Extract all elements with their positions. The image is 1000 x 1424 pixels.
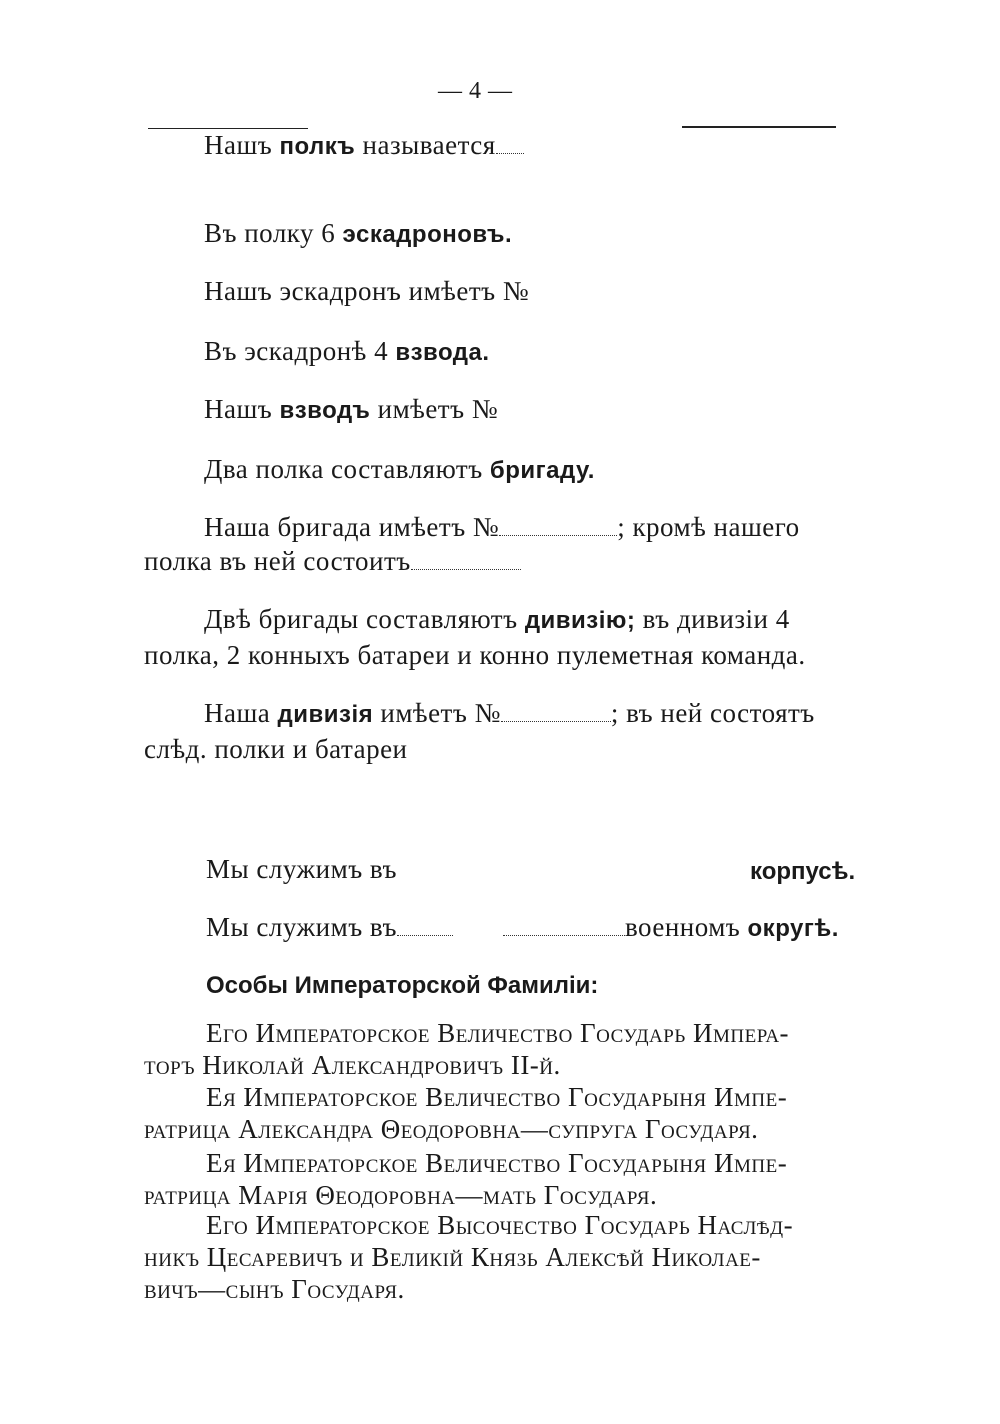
military-district-line: Мы служимъ въ военномъ округѣ. xyxy=(206,912,839,942)
regiment-name-line: Нашъ полкъ называется xyxy=(204,130,524,161)
brigade-number-line: Наша бригада имѣетъ № ; кромѣ нашего xyxy=(204,512,800,542)
empress-alexandra-line-1: Ея Императорское Величество Государыня Импе- xyxy=(206,1082,788,1112)
empress-maria-line-1: Ея Императорское Величество Государыня Импе- xyxy=(206,1148,788,1178)
brigade-regiments-line: полка въ ней состоитъ xyxy=(144,546,521,577)
empress-alexandra-line-2: ратрица Александра Θеодоровна—супруга Государя. xyxy=(144,1114,759,1144)
division-number-line: Наша дивизія имѣетъ № ; въ ней состоятъ xyxy=(204,698,815,728)
top-rule-right xyxy=(682,126,836,128)
squadrons-line: Въ полку 6 эскадроновъ. xyxy=(204,218,513,248)
division-units-line: слѣд. полки и батареи xyxy=(144,734,408,764)
tsesarevich-line-1: Его Императорское Высочество Государь Наслѣд- xyxy=(206,1210,794,1240)
tsesarevich-line-2: никъ Цесаревичъ и Великій Князь Алексѣй Николае- xyxy=(144,1242,761,1272)
page-number: — 4 — xyxy=(438,78,513,104)
tsesarevich-line-3: вичъ—сынъ Государя. xyxy=(144,1274,405,1304)
corps-line: Мы служимъ въ xyxy=(206,854,397,884)
emperor-line-1: Его Императорское Величество Государь Импера- xyxy=(206,1018,790,1048)
empress-maria-line-2: ратрица Марія Θеодоровна—мать Государя. xyxy=(144,1180,658,1210)
imperial-family-heading: Особы Императорской Фамиліи: xyxy=(206,972,599,999)
squadron-number-line: Нашъ эскадронъ имѣетъ № xyxy=(204,276,530,306)
platoon-number-line: Нашъ взводъ имѣетъ № xyxy=(204,394,499,424)
division-line: Двѣ бригады составляютъ дивизію; въ дивизіи 4 xyxy=(204,604,790,634)
emperor-line-2: торъ Николай Александровичъ II-й. xyxy=(144,1050,561,1080)
brigade-line: Два полка составляютъ бригаду. xyxy=(204,454,595,484)
platoons-line: Въ эскадронѣ 4 взвода. xyxy=(204,336,490,366)
top-rule-left xyxy=(148,128,308,129)
division-composition-line: полка, 2 конныхъ батареи и конно пулеметная команда. xyxy=(144,640,806,670)
corps-word: корпусѣ. xyxy=(750,858,856,885)
